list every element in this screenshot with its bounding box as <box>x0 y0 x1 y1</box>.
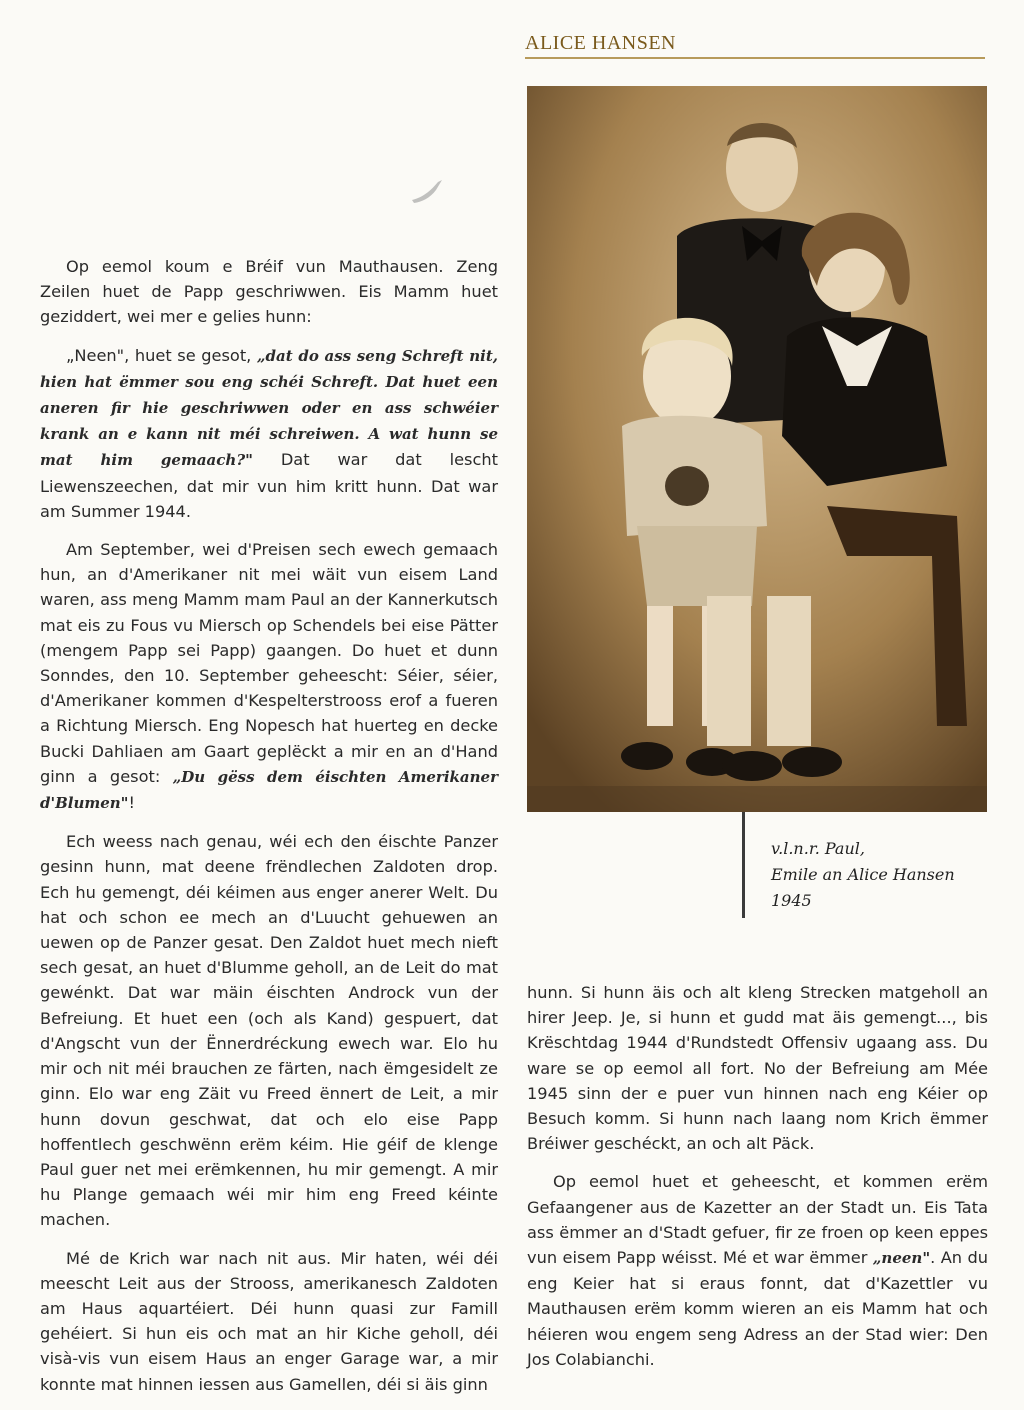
paragraph: Op eemol koum e Bréif vun Mauthausen. Zeng Zeilen huet de Papp geschriwwen. Eis Mamm huet geziddert, wei mer e gelies hunn: <box>40 257 498 327</box>
caption-line-1: v.l.n.r. Paul, <box>771 839 865 858</box>
paragraph <box>40 537 498 816</box>
paragraph-text: ! <box>128 793 135 813</box>
ink-smudge <box>408 176 446 206</box>
text-column-right <box>527 980 988 1385</box>
paragraph <box>40 343 498 524</box>
photo-illustration <box>527 86 987 812</box>
paragraph: Ech weess nach genau, wéi ech den éischte Panzer gesinn hunn, mat deene frëndlechen Zaldoten drop. Ech hu gemengt, déi kéimen aus enger anerer Welt. Du hat och schon ee mech an d'Luucht gehuewen an uewen op de Panzer gesat. Den Zaldot huet mech nieft sech gesat, an huet d'Blumme geholl, an de Leit do mat gewénkt. Dat war mäin éischten Androck vun der Befreiung. Et huet een (och als Kand) gespuert, dat d'Angscht vun der Ënnerdréckung ewech war. Elo hu mir och nit méi brauchen ze färten, nach ëmgesidelt ze ginn. Elo war eng Zäit vu Freed ënnert de Leit, a mir hunn dovun geschwat, dat och elo eise Papp hoffentlech geschwënn erëm kéim. Hie géif de klenge Paul guer net mei erëmkennen, hu mir gemengt. A mir hu Plange gemaach wéi mir him eng Freed kéinte machen. <box>40 832 498 1230</box>
photo-caption <box>742 812 955 918</box>
paragraph-text: Op eemol huet et geheescht, et kommen erëm Gefaangener aus de Kazetter an der Stadt un. Eis Tata ass ëmmer an d'Stadt gefuer, fir ze froen op keen eppes vun eisem Papp wéisst. Mé et war ëmmer <box>527 1172 988 1268</box>
page-header <box>525 32 985 59</box>
paragraph <box>527 1169 988 1372</box>
text-column-left <box>40 254 498 1410</box>
paragraph-text: . An du eng Keier hat si eraus fonnt, dat d'Kazettler vu Mauthausen erëm komm wieren an eis Mamm hat och héieren wou engem seng Adress an der Stad wier: Den Jos Colabianchi. <box>527 1248 988 1369</box>
quote-italic: „Du gëss dem éischten Amerikaner d'Blumen" <box>40 767 498 813</box>
paragraph-text: Am September, wei d'Preisen sech ewech gemaach hun, an d'Amerikaner nit mei wäit vun eisem Land waren, ass meng Mamm mam Paul an der Kannerkutsch mat eis zu Fous vu Miersch op Schendels bei eise Pätter (mengem Papp sei Papp) gaangen. Do huet et dunn Sonndes, den 10. September geheescht: Séier, séier, d'Amerikaner kommen d'Kespelterstrooss erof a fueren a Richtung Miersch. Eng Nopesch hat huerteg en decke Bucki Dahliaen am Gaart geplëckt a mir en an d'Hand ginn a gesot: <box>40 540 498 786</box>
caption-line-2: Emile an Alice Hansen <box>771 865 955 884</box>
paragraph-text: Dat war dat lescht Liewenszeechen, dat mir vun him kritt hunn. Dat war am Summer 1944. <box>40 450 498 521</box>
quote-italic: „neen" <box>872 1249 931 1268</box>
paragraph: Mé de Krich war nach nit aus. Mir haten, wéi déi meescht Leit aus der Strooss, amerikanesch Zaldoten am Haus aquartéiert. Déi hunn quasi zur Famill gehéiert. Si hun eis och mat an hir Kiche geholl, déi visà-vis vun eisem Haus an enger Garage war, a mir konnte mat hinnen iessen aus Gamellen, déi si äis ginn <box>40 1248 498 1394</box>
caption-line-3: 1945 <box>771 891 812 910</box>
paragraph: hunn. Si hunn äis och alt kleng Strecken matgeholl an hirer Jeep. Je, si hunn et gudd mat äis gemengt..., bis Krëschtdag 1944 d'Rundstedt Offensiv ugaang ass. Du ware se op eemol all fort. No der Befreiung am Mée 1945 sinn der e puer vun hinnen nach eng Kéier op Besuch komm. Si hunn nach laang nom Krich ëmmer Bréiwer geschéckt, an och alt Päck. <box>527 983 988 1154</box>
quote-intro: „Neen", huet se gesot, <box>66 345 257 365</box>
quote-italic: „dat do ass seng Schreft nit, hien hat ëmmer sou eng schéi Schreft. Dat huet een aneren fir hie geschriwwen oder en ass schwéier krank an e kann nit méi schreiwen. A wat hunn se mat him gemaach?" <box>40 346 498 470</box>
header-title: ALICE HANSEN <box>525 32 676 54</box>
family-photo <box>527 86 987 812</box>
